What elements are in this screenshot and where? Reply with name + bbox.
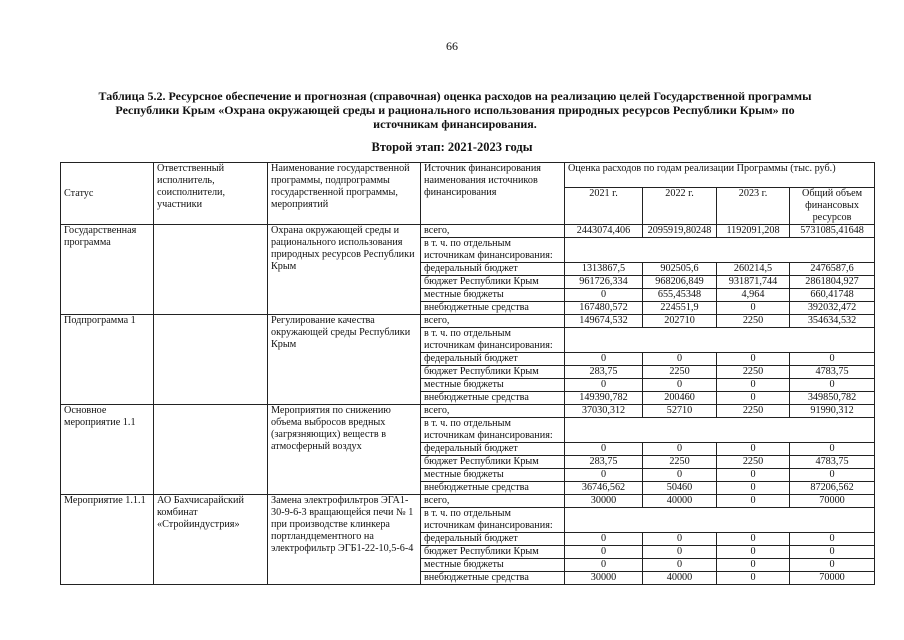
value-2021: 0: [565, 289, 643, 302]
source-label: местные бюджеты: [421, 469, 565, 482]
source-label: местные бюджеты: [421, 379, 565, 392]
source-label: внебюджетные средства: [421, 392, 565, 405]
value-2022: 2250: [643, 366, 717, 379]
header-year-2022: 2022 г.: [643, 188, 717, 225]
value-2022: 968206,849: [643, 276, 717, 289]
source-label: федеральный бюджет: [421, 443, 565, 456]
source-label: в т. ч. по отдельным источникам финансирования:: [421, 418, 565, 443]
row-program-name: Замена электрофильтров ЭГА1-30-9-6-3 вращающейся печи № 1 при производстве клинкера портландцементного на электрофильтр ЭГБ1-22-10,5-6-4: [268, 495, 421, 585]
value-total: 2861804,927: [790, 276, 875, 289]
value-2021: 37030,312: [565, 405, 643, 418]
table-row: [61, 315, 875, 328]
value-total: 0: [790, 469, 875, 482]
stage-subtitle: Второй этап: 2021-2023 годы: [371, 140, 533, 154]
source-label: бюджет Республики Крым: [421, 276, 565, 289]
value-2022: 0: [643, 469, 717, 482]
source-label: внебюджетные средства: [421, 482, 565, 495]
value-2023: 2250: [717, 405, 790, 418]
value-total: 4783,75: [790, 366, 875, 379]
value-2023: 0: [717, 533, 790, 546]
row-status: Подпрограмма 1: [61, 315, 154, 405]
value-2022: 2250: [643, 456, 717, 469]
value-2022: 655,45348: [643, 289, 717, 302]
header-executor: Ответственный исполнитель, соисполнители, участники: [154, 163, 268, 225]
table-title-line-2: Республики Крым «Охрана окружающей среды и рационального использования природных ресурсов Республики Крым» по: [115, 103, 795, 117]
source-label: в т. ч. по отдельным источникам финансирования:: [421, 328, 565, 353]
row-program-name: Регулирование качества окружающей среды Республики Крым: [268, 315, 421, 405]
table-title-line-1: Таблица 5.2. Ресурсное обеспечение и прогнозная (справочная) оценка расходов на реализацию целей Государственной программы: [98, 89, 812, 103]
value-2023: 0: [717, 559, 790, 572]
source-label: всего,: [421, 495, 565, 508]
table-row: [61, 495, 875, 508]
row-status: Мероприятие 1.1.1: [61, 495, 154, 585]
value-2022: 902505,6: [643, 263, 717, 276]
value-2023: 0: [717, 302, 790, 315]
value-total: 2476587,6: [790, 263, 875, 276]
value-total: 70000: [790, 572, 875, 585]
value-2023: 2250: [717, 366, 790, 379]
row-executor: [154, 405, 268, 495]
value-total: 660,41748: [790, 289, 875, 302]
source-label: в т. ч. по отдельным источникам финансирования:: [421, 238, 565, 263]
header-status: Статус: [61, 163, 154, 225]
value-2022: 2095919,80248: [643, 225, 717, 238]
row-status: Основное мероприятие 1.1: [61, 405, 154, 495]
value-2023: 0: [717, 546, 790, 559]
source-label: внебюджетные средства: [421, 572, 565, 585]
source-label: федеральный бюджет: [421, 533, 565, 546]
value-2021: 0: [565, 443, 643, 456]
empty-value-cell: [565, 508, 875, 533]
value-2022: 0: [643, 353, 717, 366]
value-2022: 0: [643, 443, 717, 456]
table-title: [60, 89, 850, 131]
value-2021: 2443074,406: [565, 225, 643, 238]
empty-value-cell: [565, 328, 875, 353]
value-2022: 200460: [643, 392, 717, 405]
value-2023: 0: [717, 353, 790, 366]
source-label: всего,: [421, 225, 565, 238]
value-total: 0: [790, 379, 875, 392]
value-2023: 0: [717, 469, 790, 482]
value-2021: 283,75: [565, 366, 643, 379]
value-2021: 0: [565, 546, 643, 559]
value-2023: 4,964: [717, 289, 790, 302]
table-row: [61, 225, 875, 238]
value-2021: 1313867,5: [565, 263, 643, 276]
value-2021: 0: [565, 353, 643, 366]
value-2023: 931871,744: [717, 276, 790, 289]
value-2022: 50460: [643, 482, 717, 495]
value-2022: 0: [643, 379, 717, 392]
value-2023: 0: [717, 495, 790, 508]
value-2021: 149674,532: [565, 315, 643, 328]
value-2023: 0: [717, 443, 790, 456]
value-total: 4783,75: [790, 456, 875, 469]
header-row-1: [61, 163, 875, 188]
value-2022: 0: [643, 546, 717, 559]
header-total: Общий объем финансовых ресурсов: [790, 188, 875, 225]
table-row: [61, 405, 875, 418]
value-2021: 961726,334: [565, 276, 643, 289]
header-program-name: Наименование государственной программы, подпрограммы государственной программы, мероприятий: [268, 163, 421, 225]
value-2022: 0: [643, 533, 717, 546]
value-total: 0: [790, 546, 875, 559]
value-2021: 36746,562: [565, 482, 643, 495]
value-2022: 52710: [643, 405, 717, 418]
value-total: 0: [790, 443, 875, 456]
page-number: 66: [446, 39, 458, 53]
source-label: федеральный бюджет: [421, 353, 565, 366]
value-total: 0: [790, 533, 875, 546]
value-2022: 40000: [643, 572, 717, 585]
value-2022: 202710: [643, 315, 717, 328]
value-2022: 40000: [643, 495, 717, 508]
source-label: всего,: [421, 315, 565, 328]
value-total: 354634,532: [790, 315, 875, 328]
value-2021: 0: [565, 533, 643, 546]
empty-value-cell: [565, 418, 875, 443]
source-label: внебюджетные средства: [421, 302, 565, 315]
row-executor: [154, 315, 268, 405]
value-2021: 30000: [565, 495, 643, 508]
value-2023: 0: [717, 482, 790, 495]
source-label: местные бюджеты: [421, 559, 565, 572]
value-2021: 0: [565, 469, 643, 482]
empty-value-cell: [565, 238, 875, 263]
value-2023: 0: [717, 379, 790, 392]
value-2023: 0: [717, 572, 790, 585]
header-year-2023: 2023 г.: [717, 188, 790, 225]
value-2021: 167480,572: [565, 302, 643, 315]
value-total: 0: [790, 559, 875, 572]
value-2021: 30000: [565, 572, 643, 585]
value-total: 349850,782: [790, 392, 875, 405]
value-2021: 149390,782: [565, 392, 643, 405]
value-2023: 2250: [717, 456, 790, 469]
source-label: местные бюджеты: [421, 289, 565, 302]
value-2023: 1192091,208: [717, 225, 790, 238]
value-2021: 0: [565, 559, 643, 572]
source-label: федеральный бюджет: [421, 263, 565, 276]
table-title-line-3: источникам финансирования.: [373, 117, 537, 131]
value-2023: 0: [717, 392, 790, 405]
value-2023: 2250: [717, 315, 790, 328]
source-label: в т. ч. по отдельным источникам финансирования:: [421, 508, 565, 533]
row-executor: АО Бахчисарайский комбинат «Стройиндустрия»: [154, 495, 268, 585]
value-2023: 260214,5: [717, 263, 790, 276]
value-total: 5731085,41648: [790, 225, 875, 238]
row-status: Государственная программа: [61, 225, 154, 315]
source-label: бюджет Республики Крым: [421, 456, 565, 469]
row-executor: [154, 225, 268, 315]
value-total: 0: [790, 353, 875, 366]
header-estimate: Оценка расходов по годам реализации Программы (тыс. руб.): [565, 163, 875, 188]
header-source: Источник финансирования наименования источников финансирования: [421, 163, 565, 225]
value-total: 87206,562: [790, 482, 875, 495]
value-2021: 0: [565, 379, 643, 392]
value-total: 392032,472: [790, 302, 875, 315]
source-label: бюджет Республики Крым: [421, 366, 565, 379]
budget-table: [60, 162, 875, 585]
header-year-2021: 2021 г.: [565, 188, 643, 225]
source-label: бюджет Республики Крым: [421, 546, 565, 559]
source-label: всего,: [421, 405, 565, 418]
value-total: 91990,312: [790, 405, 875, 418]
row-program-name: Охрана окружающей среды и рационального использования природных ресурсов Республики Крым: [268, 225, 421, 315]
value-total: 70000: [790, 495, 875, 508]
row-program-name: Мероприятия по снижению объема выбросов вредных (загрязняющих) веществ в атмосферный воздух: [268, 405, 421, 495]
value-2021: 283,75: [565, 456, 643, 469]
value-2022: 224551,9: [643, 302, 717, 315]
value-2022: 0: [643, 559, 717, 572]
